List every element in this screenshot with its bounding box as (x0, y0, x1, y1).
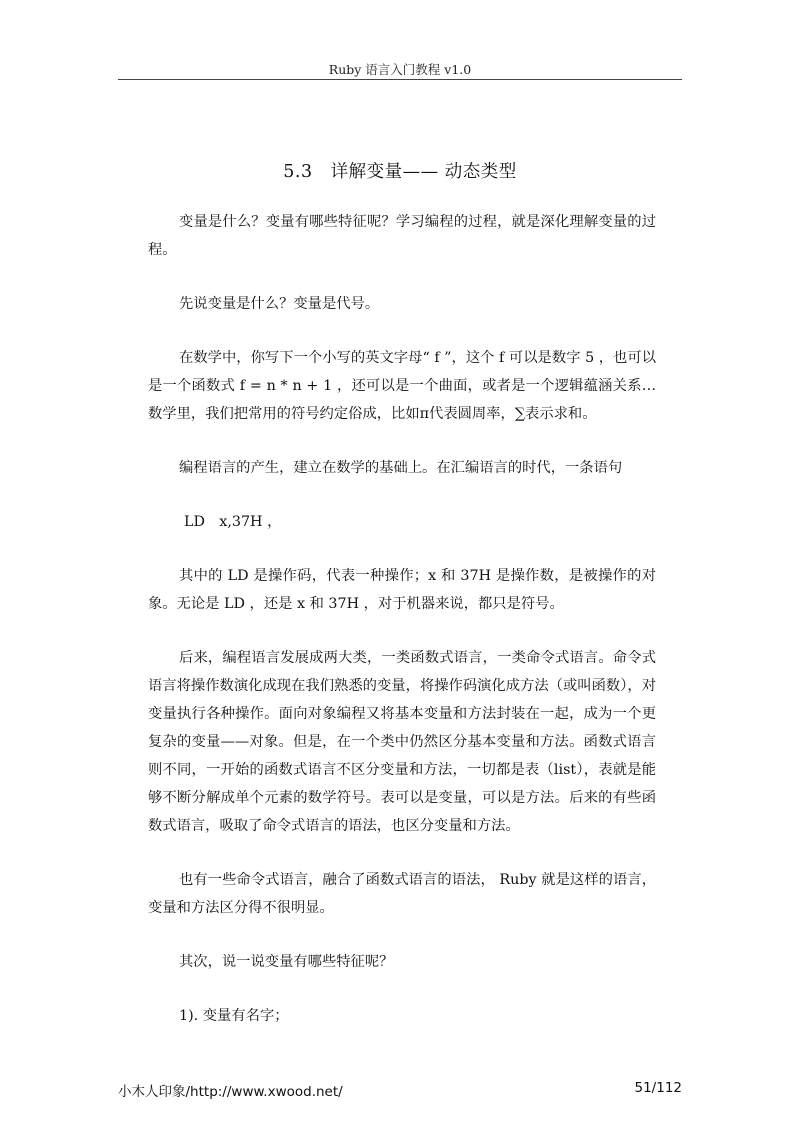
paragraph: 1). 变量有名字； (179, 1008, 289, 1024)
paragraph: 后来，编程语言发展成两大类，一类函数式语言，一类命令式语言。命令式语言将操作数演化成现在我们熟悉的变量，将操作码演化成方法（或叫函数），对变量执行各种操作。面向对象编程又将基本变量和方法封装在一起，成为一个更复杂的变量——对象。但是，在一个类中仍然区分基本变量和方法。函数式语言则不同，一开始的函数式语言不区分变量和方法，一切都是表（list），表就是能够不断分解成单个元素的数学符号。表可以是变量，可以是方法。后来的有些函数式语言，吸取了命令式语言的语法，也区分变量和方法。 (148, 650, 656, 834)
paragraph: 其次，说一说变量有哪些特征呢？ (179, 954, 394, 970)
code-line: LD x,37H ， (184, 514, 282, 530)
footer-source: 小木人印象/http://www.xwood.net/ (118, 1084, 343, 1100)
paragraph: 也有一些命令式语言，融合了函数式语言的语法， Ruby 就是这样的语言，变量和方法区分得不很明显。 (148, 872, 656, 916)
section-title: 5.3 详解变量—— 动态类型 (283, 162, 517, 182)
paragraph: 其中的 LD 是操作码，代表一种操作；x 和 37H 是操作数，是被操作的对象。无论是 LD ，还是 x 和 37H ，对于机器来说，都只是符号。 (148, 568, 656, 612)
body-text (148, 208, 656, 1056)
paragraph: 先说变量是什么？变量是代号。 (179, 296, 380, 312)
page-number: 51/112 (634, 1080, 682, 1096)
paragraph: 变量是什么？变量有哪些特征呢？学习编程的过程，就是深化理解变量的过程。 (148, 214, 656, 258)
paragraph: 编程语言的产生，建立在数学的基础上。在汇编语言的时代，一条语句 (179, 460, 623, 476)
paragraph: 在数学中，你写下一个小写的英文字母“ f ”，这个 f 可以是数字 5 ，也可以是一个函数式 f = n * n + 1 ，还可以是一个曲面，或者是一个逻辑蕴涵关系…数学里，我们把常用的符号约定俗成，比如π代表圆周率，∑表示求和。 (148, 350, 656, 422)
header-divider (118, 79, 682, 80)
page-header: Ruby 语言入门教程 v1.0 (328, 62, 472, 77)
